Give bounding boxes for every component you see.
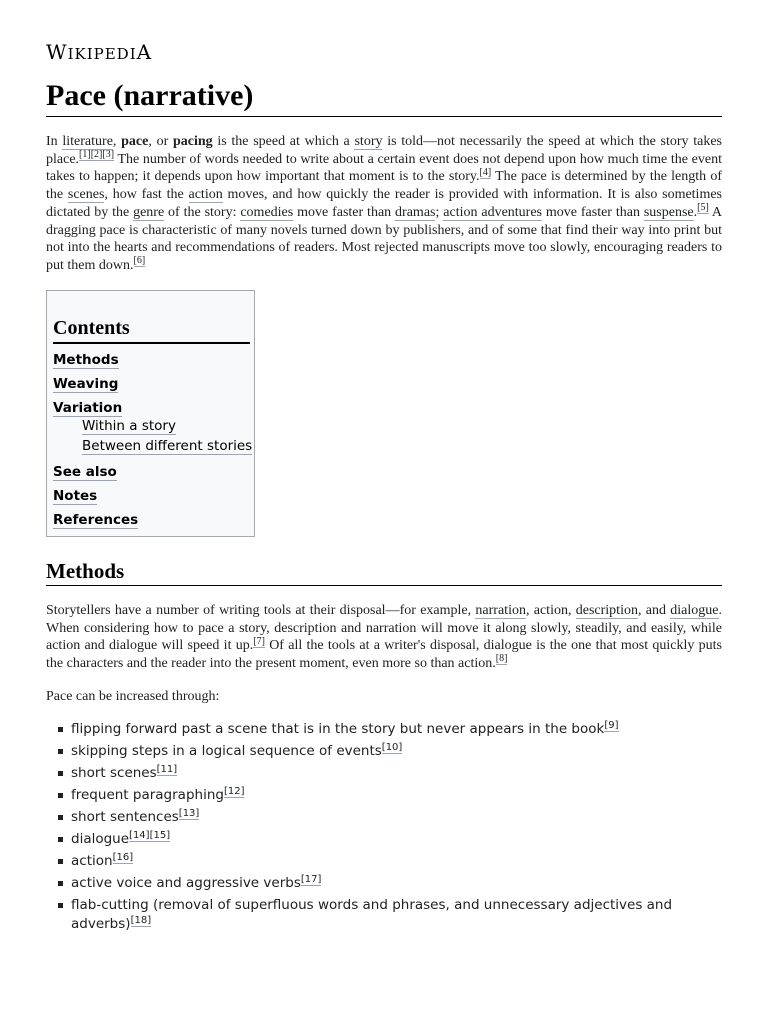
wordmark-final: A	[136, 40, 153, 64]
citation-ref[interactable]: [6]	[133, 255, 146, 267]
intro-paragraph: In literature, pace, or pacing is the speed at which a story is told—not necessarily the speed at which the story takes place.[1][2][3] The number of words needed to write about a certain event does not depend upon how much time the event takes to happen; it depends upon how important that moment is to the story.[4] The pace is determined by the length of the scenes, how fast the action moves, and how quickly the reader is provided with information. It is also sometimes dictated by the genre of the story: comedies move faster than dramas; action adventures move faster than suspense.[5] A dragging pace is characteristic of many novels turned down by publishers, and of some that find their way into print but not into the hearts and recommendations of readers. Most rejected manuscripts move too slowly, encouraging readers to put them down.[6]	[46, 134, 723, 273]
wikipedia-wordmark[interactable]	[46, 40, 152, 64]
citation-ref[interactable]: [14][15]	[129, 829, 171, 841]
methods-paragraph: Storytellers have a number of writing tools at their disposal—for example, narration, action, description, and dialogue. When considering how to pace a story, description and narration will move it along slowly, steadily, and easily, while action and dialogue will speed it up.[7] Of all the tools at a writer's disposal, dialogue is the one that most quickly puts the characters and the reader into the present moment, even more so than action.[8]	[46, 603, 723, 672]
toc-item-within-a-story[interactable]: Within a story	[82, 418, 176, 434]
list-item: dialogue[14][15]	[46, 830, 722, 849]
table-of-contents	[46, 290, 255, 537]
list-item: action[16]	[46, 852, 722, 871]
bullet-icon	[58, 903, 63, 908]
citation-ref[interactable]: [10]	[381, 741, 403, 753]
bullet-icon	[58, 837, 63, 842]
list-item: flipping forward past a scene that is in the story but never appears in the book[9]	[46, 720, 722, 739]
list-item: short scenes[11]	[46, 764, 722, 783]
link-action-adventures[interactable]: action adventures	[443, 204, 542, 220]
bullet-icon	[58, 793, 63, 798]
list-item: frequent paragraphing[12]	[46, 786, 722, 805]
citation-ref[interactable]: [5]	[697, 202, 709, 214]
increase-intro: Pace can be increased through:	[46, 689, 220, 704]
list-item: flab-cutting (removal of superfluous words and phrases, and unnecessary adjectives and adverbs)[18]	[46, 896, 722, 934]
citation-ref[interactable]: [17]	[300, 873, 322, 885]
link-dialogue[interactable]: dialogue	[670, 603, 719, 618]
citation-ref[interactable]: [9]	[604, 719, 619, 731]
toc-item-methods[interactable]: Methods	[53, 352, 119, 368]
link-comedies[interactable]: comedies	[240, 204, 294, 220]
link-action[interactable]: action	[188, 187, 223, 203]
citation-ref[interactable]: [12]	[223, 785, 245, 797]
wordmark-initial: W	[46, 40, 68, 64]
link-dramas[interactable]: dramas	[395, 204, 436, 220]
link-scenes[interactable]: scenes	[67, 187, 105, 203]
link-genre[interactable]: genre	[133, 204, 165, 220]
toc-item-between-different-stories[interactable]: Between different stories	[82, 438, 253, 454]
toc-title: Contents	[53, 315, 250, 344]
toc-item-see-also[interactable]: See also	[53, 464, 117, 480]
citation-ref[interactable]: [16]	[112, 851, 134, 863]
list-item: active voice and aggressive verbs[17]	[46, 874, 722, 893]
bullet-icon	[58, 881, 63, 886]
citation-ref[interactable]: [18]	[130, 914, 152, 926]
link-suspense[interactable]: suspense	[643, 204, 694, 220]
bullet-icon	[58, 815, 63, 820]
page-title: Pace (narrative)	[46, 76, 722, 117]
citation-ref[interactable]: [8]	[495, 653, 508, 665]
link-narration[interactable]: narration	[475, 603, 526, 618]
citation-ref[interactable]: [13]	[178, 807, 200, 819]
link-description[interactable]: description	[575, 603, 638, 618]
citation-ref[interactable]: [3]	[102, 149, 115, 161]
list-item: short sentences[13]	[46, 808, 722, 827]
pace-techniques-list	[46, 720, 722, 937]
toc-item-variation[interactable]: Variation	[53, 400, 123, 416]
list-item: skipping steps in a logical sequence of events[10]	[46, 742, 722, 761]
bullet-icon	[58, 771, 63, 776]
bullet-icon	[58, 727, 63, 732]
citation-ref[interactable]: [4]	[479, 166, 492, 178]
citation-ref[interactable]: [2]	[90, 149, 103, 161]
link-literature[interactable]: literature	[62, 134, 113, 149]
toc-item-notes[interactable]: Notes	[53, 488, 98, 504]
toc-item-references[interactable]: References	[53, 512, 139, 528]
citation-ref[interactable]: [11]	[156, 763, 178, 775]
citation-ref[interactable]: [7]	[253, 635, 265, 647]
citation-ref[interactable]: [1]	[79, 149, 91, 161]
wordmark-body: IKIPEDI	[67, 45, 137, 63]
section-heading-methods: Methods	[46, 558, 722, 586]
toc-item-weaving[interactable]: Weaving	[53, 376, 119, 392]
link-story[interactable]: story	[354, 134, 383, 149]
bullet-icon	[58, 859, 63, 864]
bullet-icon	[58, 749, 63, 754]
